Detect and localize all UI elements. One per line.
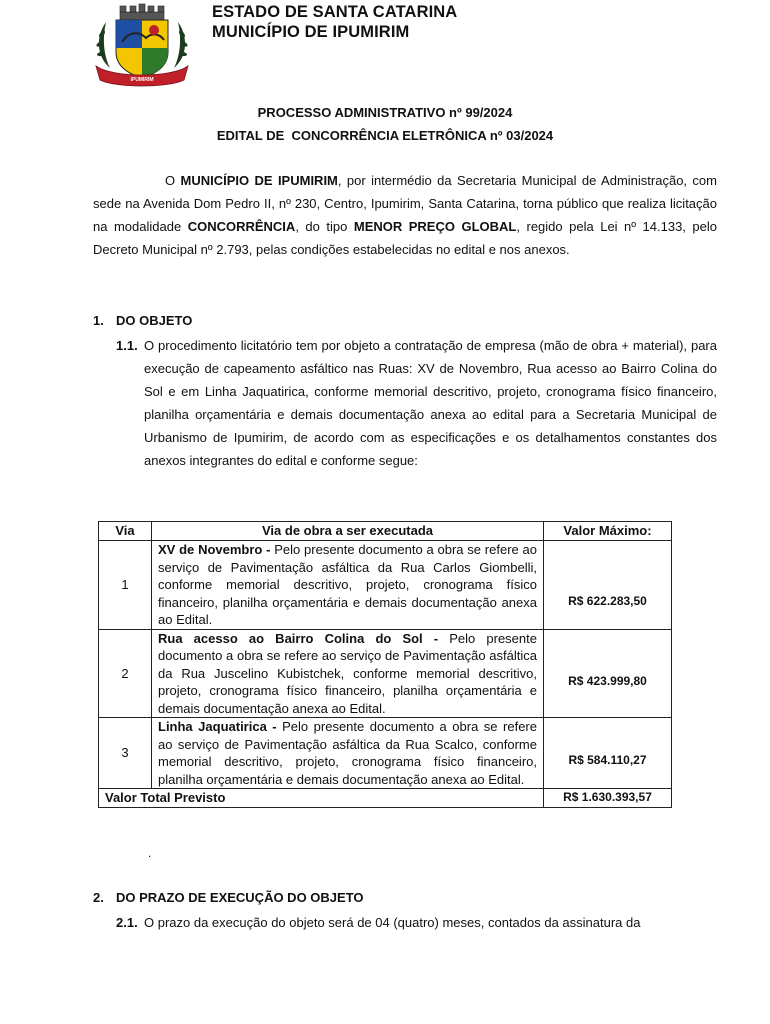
- row-value: R$ 423.999,80: [544, 629, 672, 718]
- process-title: PROCESSO ADMINISTRATIVO nº 99/2024: [257, 105, 513, 120]
- row-description: [152, 629, 544, 718]
- section-1-heading: [93, 313, 192, 328]
- document-header: [212, 2, 457, 42]
- intro-text-4: , regido pela Lei nº 14.133, pelo Decreto Municipal nº 2.793, pelas condições estabelecidas no edital e nos anexos.: [93, 219, 717, 257]
- table-row: [99, 629, 672, 718]
- crest-ribbon-text: IPUMIRIM: [130, 77, 154, 83]
- row-name: Rua acesso ao Bairro Colina do Sol -: [158, 630, 439, 646]
- row-via: 1: [99, 541, 152, 630]
- section-1-title: DO OBJETO: [116, 313, 193, 328]
- row-desc-text: Pelo presente documento a obra se refere ao serviço de Pavimentação asfáltica da Rua Juscelino Kubistchek, conforme memorial descritivo, projeto, cronograma físico financeiro, planilha orçamentária e demais documentação anexa ao Edital.: [158, 630, 537, 716]
- table-row: [99, 541, 672, 630]
- table-header-row: [99, 522, 672, 541]
- subsection-2-1-text: O prazo da execução do objeto será de 04 (quatro) meses, contados da assinatura da: [144, 915, 641, 930]
- section-1-number: 1.: [93, 313, 104, 328]
- intro-text-3: , do tipo: [295, 219, 354, 234]
- stray-dot: .: [148, 846, 152, 860]
- table-total-row: [99, 789, 672, 808]
- row-desc-text: Pelo presente documento a obra se refere ao serviço de Pavimentação asfáltica da Rua Scalco, conforme memorial descritivo, projeto, cronograma físico financeiro, planilha orçamentária e demais documentação anexa ao Edital.: [158, 719, 537, 787]
- intro-bold-municipio: MUNICÍPIO DE IPUMIRIM: [180, 173, 338, 188]
- intro-paragraph: [93, 169, 717, 261]
- section-2-title: DO PRAZO DE EXECUÇÃO DO OBJETO: [116, 890, 364, 905]
- works-table: [98, 521, 672, 808]
- row-name: Linha Jaquatirica -: [158, 719, 277, 734]
- section-2-heading: [93, 890, 364, 905]
- header-description: Via de obra a ser executada: [152, 522, 544, 541]
- table-row: [99, 718, 672, 789]
- state-name: ESTADO DE SANTA CATARINA: [212, 3, 458, 21]
- subsection-1-1: [116, 334, 717, 472]
- row-desc-text: Pelo presente documento a obra se refere ao serviço de Pavimentação asfáltica da Rua Carlos Giombelli, conforme memorial descritivo, projeto, cronograma físico financeiro, planilha orçamentária e demais documentação anexa ao Edital.: [158, 542, 537, 627]
- section-2-number: 2.: [93, 890, 104, 905]
- row-description: [152, 718, 544, 789]
- row-via: 2: [99, 629, 152, 718]
- municipality-name: MUNICÍPIO DE IPUMIRIM: [212, 23, 410, 41]
- header-max-value: Valor Máximo:: [544, 522, 672, 541]
- row-description: [152, 541, 544, 630]
- header-via: Via: [99, 522, 152, 541]
- row-via: 3: [99, 718, 152, 789]
- intro-bold-tipo: MENOR PREÇO GLOBAL: [353, 219, 517, 234]
- subsection-1-1-text: O procedimento licitatório tem por objeto a contratação de empresa (mão de obra + material), para execução de capeamento asfáltico nas Ruas: XV de Novembro, Rua acesso ao Bairro Colina do Sol e em Linha Jaquatirica, conforme memorial descritivo, projeto, cronograma físico financeiro, planilha orçamentária e demais documentação anexa ao edital para a Secretaria Municipal de Urbanismo de Ipumirim, de acordo com as especificações e os detalhamentos constantes dos anexos integrantes do edital e conforme segue:: [144, 338, 717, 468]
- total-label: Valor Total Previsto: [99, 789, 544, 808]
- row-name: XV de Novembro -: [158, 542, 271, 557]
- intro-text-1: O: [165, 173, 181, 188]
- crown: [120, 4, 164, 20]
- intro-text-2: , por intermédio da Secretaria Municipal de Administração, com sede na Avenida Dom Pedro II, nº 230, Centro, Ipumirim, Santa Catarina, torna público que realiza licitação na modalidade: [93, 173, 717, 234]
- municipal-crest-logo: [92, 2, 192, 88]
- edital-title: EDITAL DE CONCORRÊNCIA ELETRÔNICA nº 03/2024: [216, 128, 554, 143]
- row-value: R$ 584.110,27: [544, 718, 672, 789]
- row-value: R$ 622.283,50: [544, 541, 672, 630]
- intro-bold-modalidade: CONCORRÊNCIA: [187, 219, 296, 234]
- subsection-2-1-number: 2.1.: [116, 915, 138, 930]
- total-value: R$ 1.630.393,57: [544, 789, 672, 808]
- subsection-1-1-number: 1.1.: [116, 338, 138, 353]
- subsection-2-1: [116, 911, 717, 934]
